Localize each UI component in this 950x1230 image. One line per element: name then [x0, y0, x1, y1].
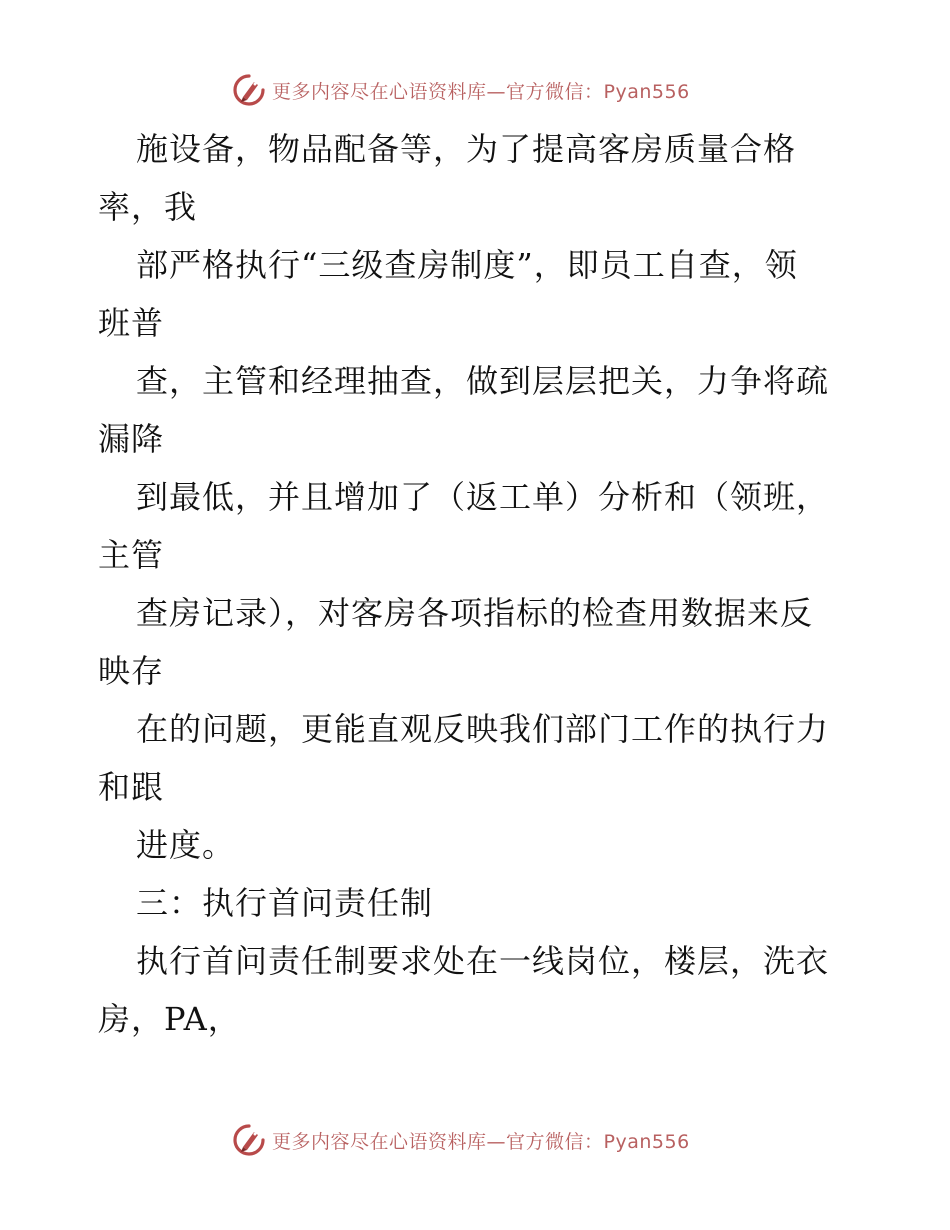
text-line: 到最低，并且增加了（返工单）分析和（领班，	[136, 478, 830, 516]
text-line: 映存	[98, 652, 165, 690]
footer-watermark	[232, 1122, 690, 1158]
quill-pen-circle-icon	[232, 73, 266, 107]
text-line: 部严格执行“三级查房制度”，即员工自查，领	[136, 246, 798, 284]
document-body	[98, 120, 858, 1048]
text-line: 在的问题，更能直观反映我们部门工作的执行力	[136, 710, 830, 748]
text-line: 和跟	[98, 768, 165, 806]
text-line: 执行首问责任制要求处在一线岗位，楼层，洗衣	[136, 942, 830, 980]
text-line: 三：执行首问责任制	[136, 884, 434, 922]
text-line: 主管	[98, 536, 165, 574]
text-line: 查，主管和经理抽查，做到层层把关，力争将疏	[136, 362, 830, 400]
footer-watermark-text: 更多内容尽在心语资料库—官方微信：Pyan556	[272, 1130, 690, 1153]
text-line: 班普	[98, 304, 165, 342]
text-line: 房，PA，	[98, 1000, 241, 1038]
header-watermark	[232, 72, 690, 108]
header-watermark-text: 更多内容尽在心语资料库—官方微信：Pyan556	[272, 80, 690, 103]
text-line: 查房记录），对客房各项指标的检查用数据来反	[136, 594, 814, 632]
quill-pen-circle-icon	[232, 1123, 266, 1157]
text-line: 施设备，物品配备等，为了提高客房质量合格	[136, 130, 797, 168]
text-line: 进度。	[136, 826, 236, 864]
text-line: 漏降	[98, 420, 165, 458]
text-line: 率，我	[98, 188, 198, 226]
